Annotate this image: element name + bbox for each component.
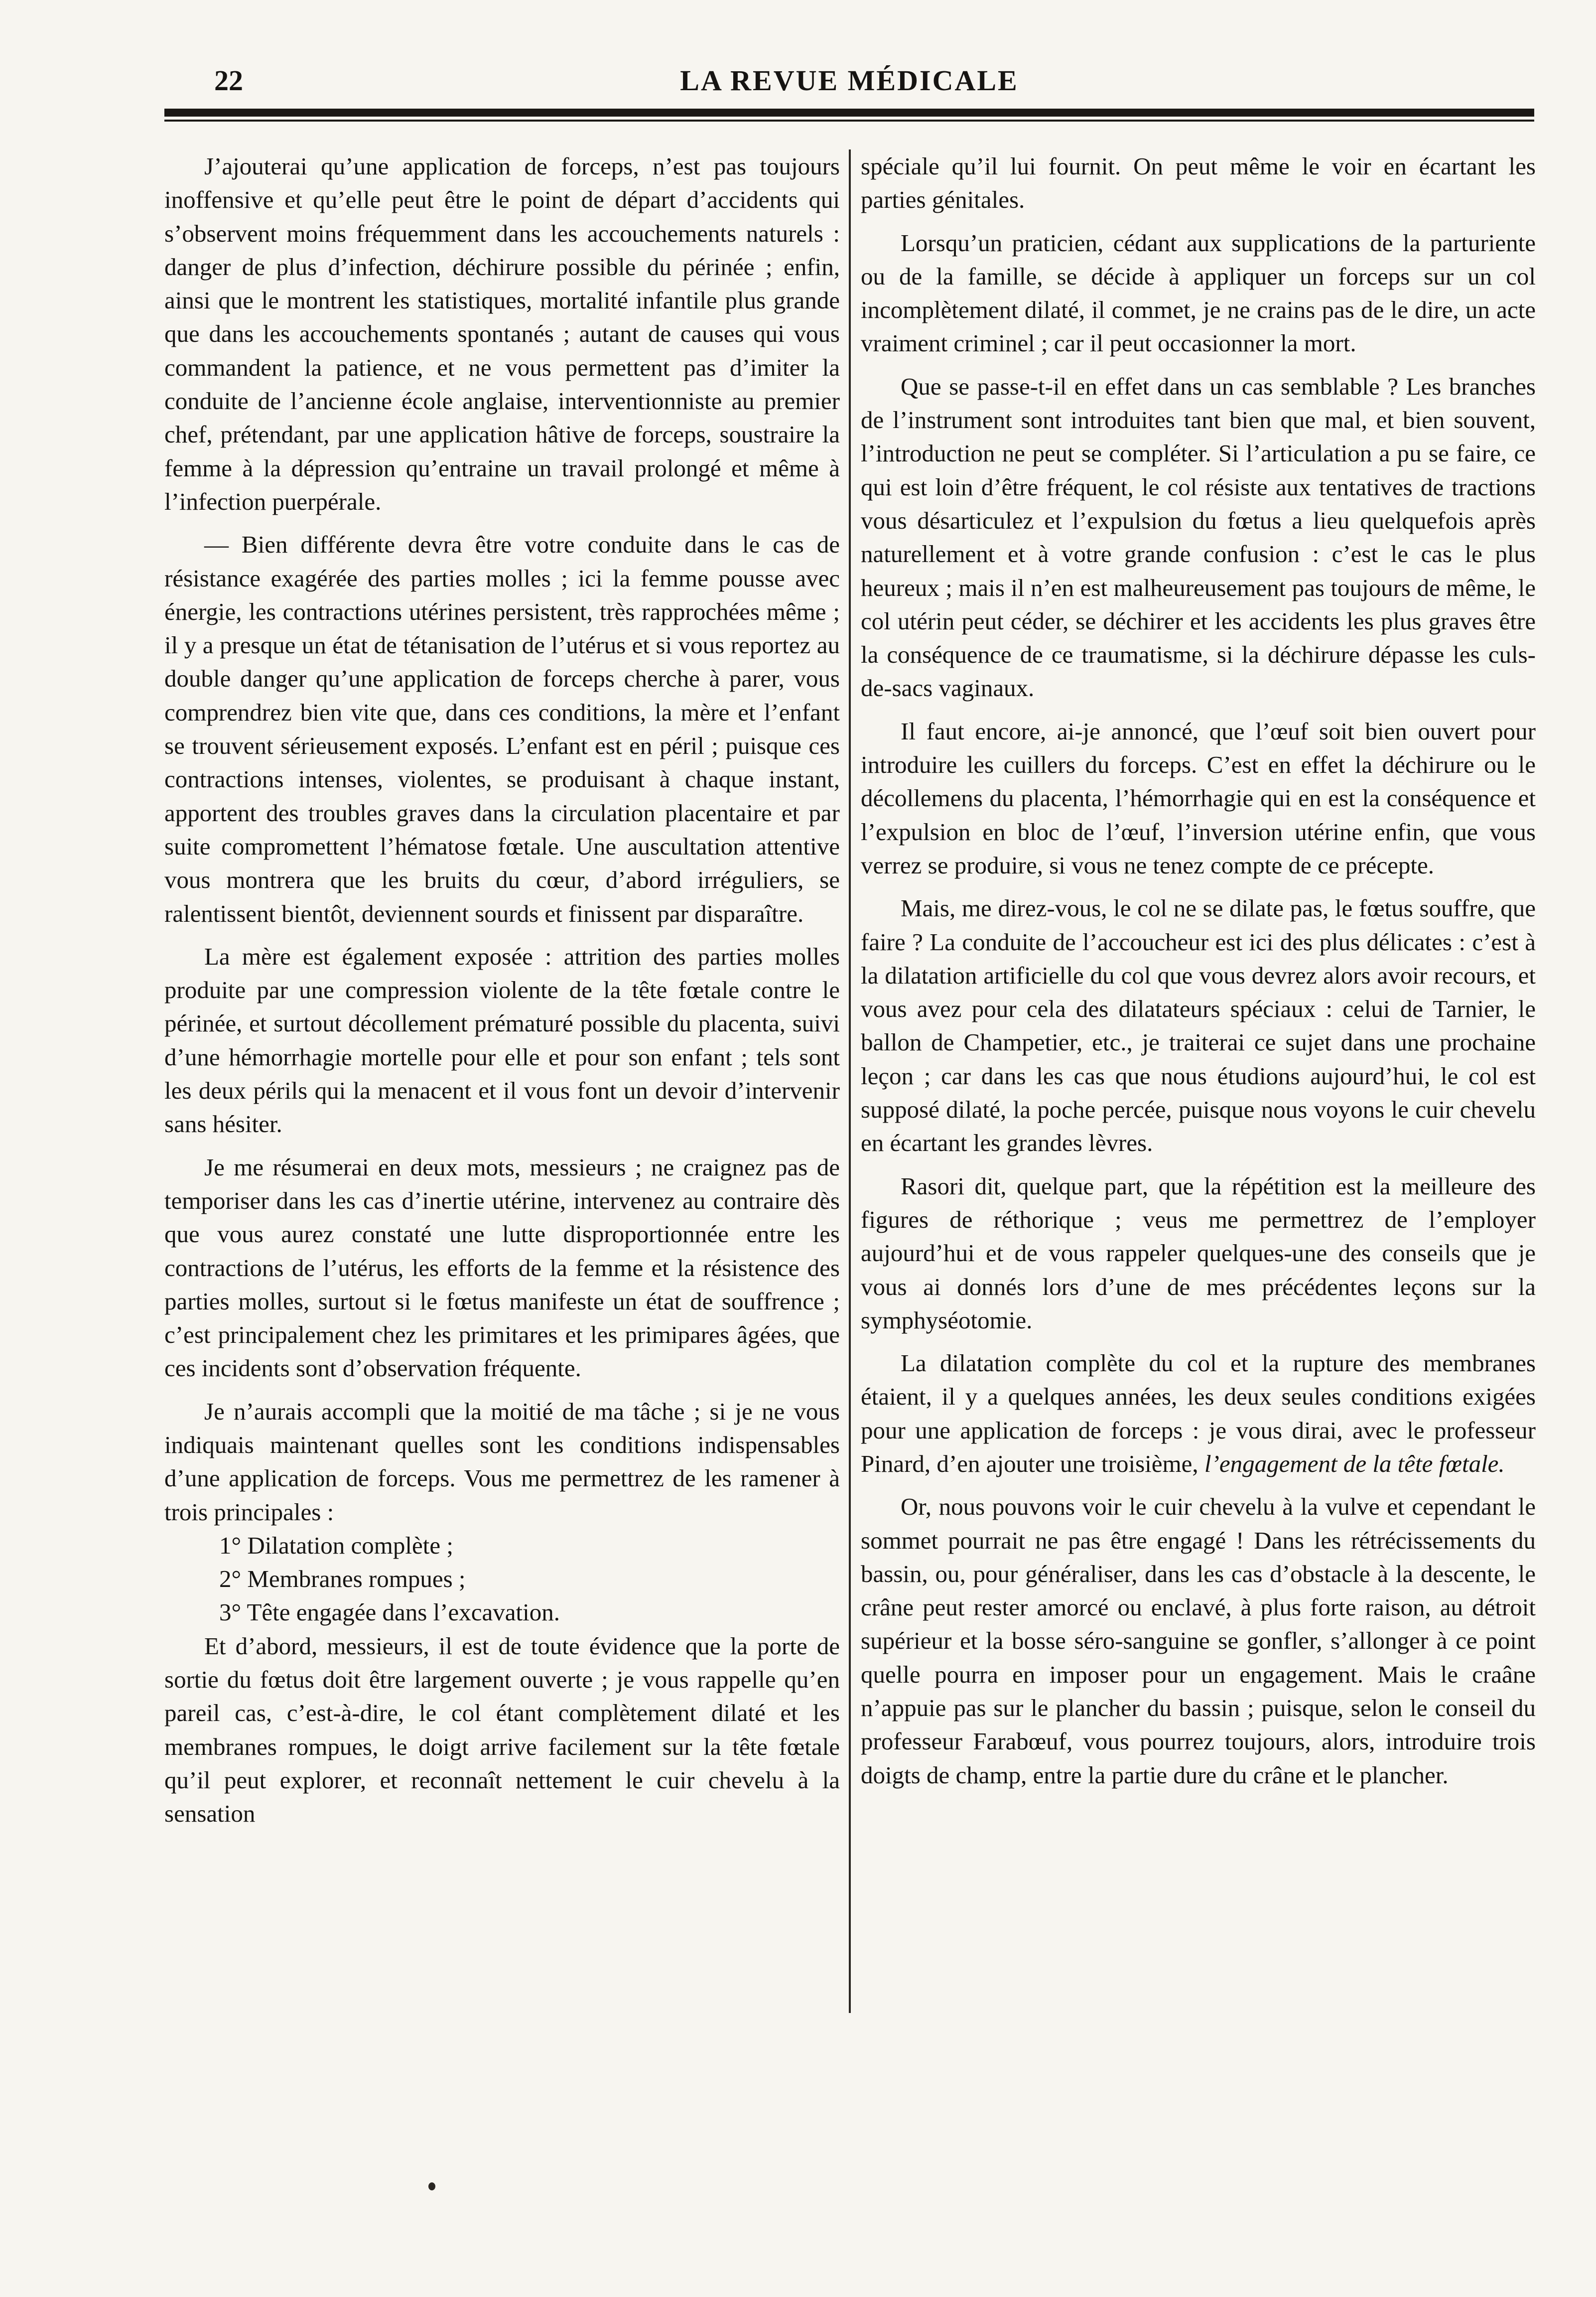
paragraph: Et d’abord, messieurs, il est de toute évidence que la porte de sortie du fœtus doit être largement ouverte ; je vous rappelle qu’en pareil cas, c’est-à-dire, le col étant complètement dilaté et les membranes rompues, le doigt arrive facilement sur la tête fœtale qu’il peut explorer, et reconnaît nettement le cuir chevelu à la sensation xyxy=(164,1632,840,1828)
paragraph: Mais, me direz-vous, le col ne se dilate pas, le fœtus souffre, que faire ? La conduite de l’accoucheur est ici des plus délicates : c’est à la dilatation artificielle du col que vous devrez alors avoir recours, et vous avez pour cela des dilatateurs spéciaux : celui de Tarnier, le ballon de Champetier, etc., je traiterai ce sujet dans une prochaine leçon ; car dans les cas que nous étudions aujourd’hui, le col est supposé dilaté, la poche percée, puisque nous voyons le cuir chevelu en écartant les grandes lèvres. xyxy=(861,894,1536,1157)
header-rule-thin xyxy=(164,120,1534,122)
paragraph: Je me résumerai en deux mots, messieurs ; ne craignez pas de temporiser dans les cas d’inertie utérine, intervenez au contraire dès que vous aurez constaté une lutte disproportionnée entre les contractions de l’utérus, les efforts de la femme et la résistence des parties molles, surtout si le fœtus manifeste un état de souffrence ; c’est principalement chez les primitares et les primipares âgées, que ces incidents sont d’observation fréquente. xyxy=(164,1153,840,1382)
paragraph: Rasori dit, quelque part, que la répétition est la meilleure des figures de réthorique ; veus me permettrez de l’employer aujourd’hui et de vous rappeler quelques-une des conseils que je vous ai donnés lors d’une de mes précédentes leçons sur la symphyséotomie. xyxy=(861,1172,1536,1334)
paragraph: Lorsqu’un praticien, cédant aux supplications de la parturiente ou de la famille, se décide à appliquer un forceps sur un col incomplètement dilaté, il commet, je ne crains pas de le dire, un acte vraiment criminel ; car il peut occasionner la mort. xyxy=(861,229,1536,357)
column-divider xyxy=(849,149,851,2013)
paragraph xyxy=(861,1346,1536,1480)
page-number: 22 xyxy=(214,64,243,97)
journal-title: LA REVUE MÉDICALE xyxy=(680,64,1019,97)
page-header xyxy=(164,60,1534,105)
right-column xyxy=(861,149,1536,1792)
paragraph-text: La dilatation complète du col et la rupture des membranes étaient, il y a quelques années, les deux seules conditions exigées pour une application de forceps : je vous dirai, avec le professeur Pinard, d’en ajouter une troisième, xyxy=(861,1349,1536,1477)
paragraph: Je n’aurais accompli que la moitié de ma tâche ; si je ne vous indiquais maintenant quelles sont les conditions indispensables d’une application de forceps. Vous me permettrez de les ramener à trois principales : xyxy=(164,1397,840,1526)
paragraph: J’ajouterai qu’une application de forceps, n’est pas toujours inoffensive et qu’elle peut être le point de départ d’accidents qui s’observent moins fréquemment dans les accouchements naturels : danger de plus d’infection, déchirure possible du périnée ; enfin, ainsi que le montrent les statistiques, mortalité infantile plus grande que dans les accouchements spontanés ; autant de causes qui vous commandent la patience, et ne vous permettent pas d’imiter la conduite de l’ancienne école anglaise, interventionniste au premier chef, prétendant, par une application hâtive de forceps, soustraire la femme à la dépression qu’entraine un travail prolongé et même à l’infection puerpérale. xyxy=(164,152,840,515)
paragraph: La mère est également exposée : attrition des parties molles produite par une compression violente de la tête fœtale contre le périnée, et surtout décollement prématuré possible du placenta, suivi d’une hémorrhagie mortelle pour elle et pour son enfant ; tels sont les deux périls qui la menacent et il vous font un devoir d’intervenir sans hésiter. xyxy=(164,942,840,1138)
paragraph-continuation: spéciale qu’il lui fournit. On peut même le voir en écartant les parties génitales. xyxy=(861,152,1536,214)
paragraph: Il faut encore, ai-je annoncé, que l’œuf soit bien ouvert pour introduire les cuillers du forceps. C’est en effet la déchirure ou le décollemens du placenta, l’hémorrhagie qui en est la conséquence et l’expulsion en bloc de l’œuf, l’inversion utérine enfin, que vous verrez se produire, si vous ne tenez compte de ce précepte. xyxy=(861,717,1536,879)
header-rule-thick xyxy=(164,109,1534,117)
list-item: 2° Membranes rompues ; xyxy=(219,1565,466,1593)
list-item: 1° Dilatation complète ; xyxy=(219,1531,453,1559)
paragraph: — Bien différente devra être votre conduite dans le cas de résistance exagérée des parties molles ; ici la femme pousse avec énergie, les contractions utérines persistent, très rapprochées même ; il y a presque un état de tétanisation de l’utérus et si vous reportez au double danger qu’une application de forceps cherche à parer, vous comprendrez bien vite que, dans ces conditions, la mère et l’enfant se trouvent sérieusement exposés. L’enfant est en péril ; puisque ces contractions intenses, violentes, se produisant à chaque instant, apportent des troubles graves dans la circulation placentaire et par suite compromettent l’hématose fœtale. Une auscultation attentive vous montrera que les bruits du cœur, d’abord irréguliers, se ralentissent bientôt, deviennent sourds et finissent par disparaître. xyxy=(164,531,840,927)
ink-speck xyxy=(428,2182,435,2190)
italic-phrase: l’engagement de la tête fœtale. xyxy=(1204,1449,1505,1477)
paragraph: Que se passe-t-il en effet dans un cas semblable ? Les branches de l’instrument sont introduites tant bien que mal, et bien souvent, l’introduction ne peut se compléter. Si l’articulation a pu se faire, ce qui est loin d’être fréquent, le col résiste aux tentatives de tractions vous désarticulez et l’expulsion du fœtus a lieu quelquefois après naturellement et à votre grande confusion : c’est le cas le plus heureux ; mais il n’en est malheureusement pas toujours de même, le col utérin peut céder, se déchirer et les accidents les plus graves être la conséquence de ce traumatisme, si la déchirure dépasse les culs-de-sacs vaginaux. xyxy=(861,372,1536,702)
left-column xyxy=(164,149,840,1831)
paragraph: Or, nous pouvons voir le cuir chevelu à la vulve et cependant le sommet pourrait ne pas être engagé ! Dans les rétrécissements du bassin, ou, pour généraliser, dans les cas d’obstacle à la descente, le crâne peut rester amorcé ou enclavé, à plus forte raison, au détroit supérieur et la bosse séro-sanguine se gonfler, s’allonger à ce point quelle pourra en imposer pour un engagement. Mais le craâne n’appuie pas sur le plancher du bassin ; puisque, selon le conseil du professeur Farabœuf, vous pourrez toujours, alors, introduire trois doigts de champ, entre la partie dure du crâne et le plancher. xyxy=(861,1493,1536,1789)
list-item: 3° Tête engagée dans l’excavation. xyxy=(219,1598,560,1626)
